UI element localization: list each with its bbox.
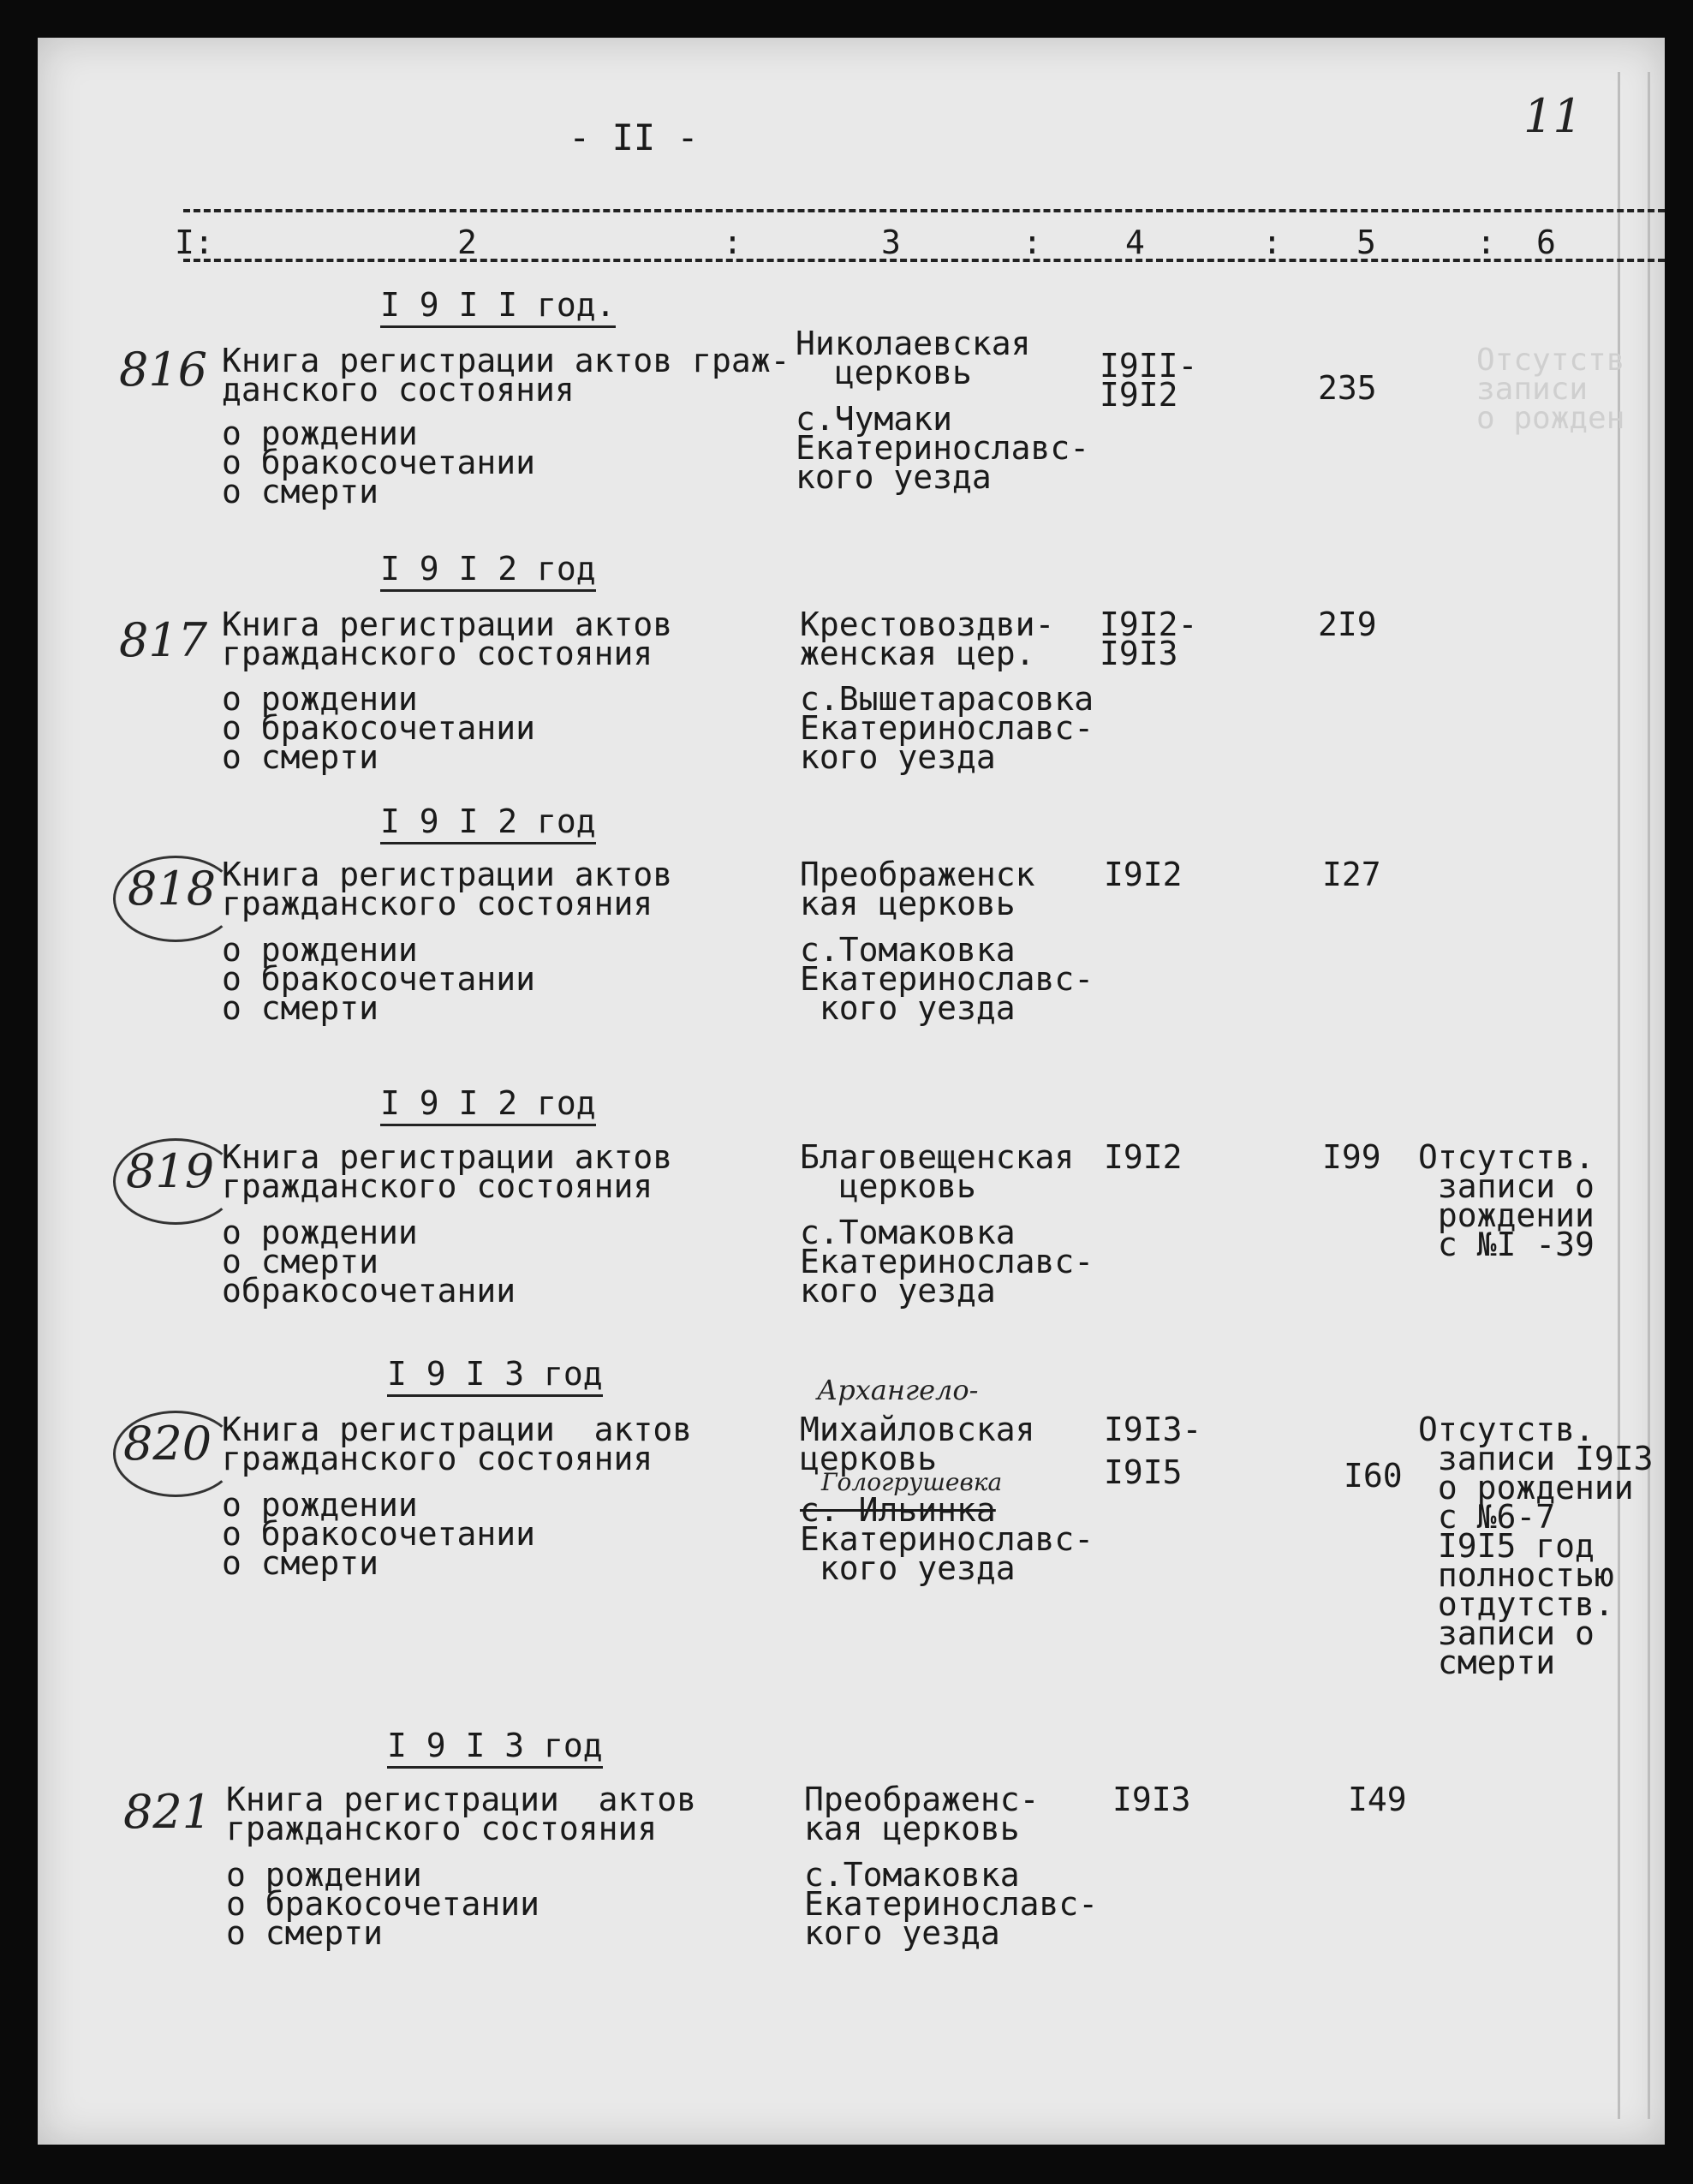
folio-number-handwritten: 11 bbox=[1523, 89, 1583, 143]
date-range: I9I2 bbox=[1100, 376, 1178, 414]
church-name: кая церковь bbox=[804, 1810, 1020, 1847]
record-type: о бракосочетании bbox=[222, 709, 536, 747]
sheet-number: - II - bbox=[569, 116, 699, 158]
place-name: с.Чумаки bbox=[796, 400, 953, 438]
record-type: о бракосочетании bbox=[226, 1885, 540, 1923]
church-name: Михайловская bbox=[800, 1411, 1035, 1448]
place-name: с.Томаковка bbox=[804, 1856, 1020, 1894]
church-name: кая церковь bbox=[800, 885, 1016, 922]
date-range: I9I2- bbox=[1100, 606, 1198, 643]
header-rule-bottom bbox=[183, 259, 1665, 262]
note-line: полностью bbox=[1418, 1556, 1614, 1594]
note-line: записи о bbox=[1418, 1614, 1595, 1652]
date-range: I9I3 bbox=[1112, 1781, 1191, 1818]
place-name: кого уезда bbox=[800, 1272, 996, 1310]
column-header-6: 6 bbox=[1536, 224, 1556, 261]
date-range: I9I5 bbox=[1104, 1453, 1183, 1491]
church-name: Преображенс- bbox=[804, 1781, 1040, 1818]
note-line: смерти bbox=[1418, 1644, 1556, 1681]
church-name: Николаевская bbox=[796, 325, 1031, 362]
column-header-5: 5 bbox=[1356, 224, 1376, 261]
column-separator: : bbox=[1476, 224, 1496, 261]
church-name: церковь bbox=[796, 354, 972, 391]
record-type: о смерти bbox=[222, 989, 379, 1027]
record-type: о рождении bbox=[226, 1856, 422, 1894]
year-heading: I 9 I 3 год bbox=[387, 1727, 603, 1769]
note-line: о рождении bbox=[1418, 1469, 1634, 1507]
entry-number-handwritten: 821 bbox=[123, 1785, 212, 1839]
record-title-line: Книга регистрации актов bbox=[226, 1781, 697, 1818]
record-type: о рождении bbox=[222, 931, 418, 969]
entry-number-handwritten: 818 bbox=[128, 862, 217, 916]
place-name: с.Томаковка bbox=[800, 931, 1016, 969]
church-name-handwritten: Архангело- bbox=[817, 1374, 979, 1406]
note-line: I9I5 год bbox=[1418, 1527, 1595, 1565]
note-line: Отсутств. bbox=[1418, 1138, 1595, 1176]
church-name: церковь bbox=[800, 1440, 938, 1477]
record-type: о смерти bbox=[222, 738, 379, 776]
column-header-4: 4 bbox=[1125, 224, 1145, 261]
date-range: I9I3- bbox=[1104, 1411, 1202, 1448]
year-heading: I 9 I I год. bbox=[380, 286, 616, 328]
church-name: Благовещенская bbox=[800, 1138, 1075, 1176]
year-heading: I 9 I 3 год bbox=[387, 1355, 603, 1397]
place-name: Екатеринославс- bbox=[800, 1520, 1094, 1558]
record-type: о рождении bbox=[222, 1214, 418, 1251]
date-range: I9I3 bbox=[1100, 635, 1178, 672]
record-type: о бракосочетании bbox=[222, 1515, 536, 1553]
place-name: кого уезда bbox=[800, 1549, 1016, 1587]
note-line: рождении bbox=[1418, 1196, 1595, 1234]
bleed-through-text: Отсутств записи о рожден bbox=[1476, 343, 1625, 436]
entry-number-handwritten: 816 bbox=[119, 343, 208, 397]
page-count: 2I9 bbox=[1318, 606, 1377, 643]
page-edge-line bbox=[1648, 72, 1650, 2119]
place-name: кого уезда bbox=[804, 1914, 1000, 1952]
note-line: Отсутств. bbox=[1418, 1411, 1595, 1448]
place-name: кого уезда bbox=[800, 989, 1016, 1027]
record-title-line: гражданского состояния bbox=[222, 635, 653, 672]
entry-number-handwritten: 820 bbox=[123, 1417, 212, 1471]
year-heading: I 9 I 2 год bbox=[380, 803, 596, 844]
page-count: I27 bbox=[1322, 856, 1381, 893]
column-separator: : bbox=[1262, 224, 1282, 261]
record-type: о смерти bbox=[226, 1914, 384, 1952]
record-type: о бракосочетании bbox=[222, 960, 536, 998]
record-type: о смерти bbox=[222, 473, 379, 510]
column-separator: : bbox=[723, 224, 742, 261]
place-name: с.Вышетарасовка bbox=[800, 680, 1094, 718]
record-title-line: Книга регистрации актов bbox=[222, 1411, 693, 1448]
place-name-handwritten: Гологрушевка bbox=[821, 1468, 1003, 1496]
record-type: о рождении bbox=[222, 680, 418, 718]
note-line: с №I -39 bbox=[1418, 1226, 1595, 1263]
record-type: о рождении bbox=[222, 415, 418, 452]
record-type: о смерти bbox=[222, 1243, 379, 1280]
note-line: записи о bbox=[1418, 1167, 1595, 1205]
note-line: записи I9I3 bbox=[1418, 1440, 1654, 1477]
page-count: I49 bbox=[1348, 1781, 1407, 1818]
page-count: I99 bbox=[1322, 1138, 1381, 1176]
note-line: отдутств. bbox=[1418, 1585, 1614, 1623]
place-name: Екатеринославс- bbox=[800, 960, 1094, 998]
place-name: Екатеринославс- bbox=[796, 429, 1090, 467]
record-title-line: гражданского состояния bbox=[222, 1167, 653, 1205]
date-range: I9II- bbox=[1100, 347, 1198, 385]
year-heading: I 9 I 2 год bbox=[380, 1084, 596, 1126]
column-header-2: 2 bbox=[457, 224, 477, 261]
record-title-line: данского состояния bbox=[222, 371, 575, 409]
record-title-line: Книга регистрации актов граж- bbox=[222, 342, 790, 379]
record-type: обракосочетании bbox=[222, 1272, 516, 1310]
record-title-line: гражданского состояния bbox=[222, 1440, 653, 1477]
church-name: церковь bbox=[800, 1167, 976, 1205]
place-name: кого уезда bbox=[800, 738, 996, 776]
record-title-line: Книга регистрации актов bbox=[222, 1138, 673, 1176]
place-name: Екатеринославс- bbox=[800, 709, 1094, 747]
church-name: Преображенск bbox=[800, 856, 1035, 893]
page-count: I60 bbox=[1344, 1457, 1403, 1495]
column-separator: : bbox=[1022, 224, 1042, 261]
column-header-1: I: bbox=[175, 224, 214, 261]
date-range: I9I2 bbox=[1104, 856, 1183, 893]
record-type: о смерти bbox=[222, 1544, 379, 1582]
record-type: о бракосочетании bbox=[222, 444, 536, 481]
record-title-line: гражданского состояния bbox=[222, 885, 653, 922]
record-type: о рождении bbox=[222, 1486, 418, 1524]
record-title-line: Книга регистрации актов bbox=[222, 856, 673, 893]
document-sheet bbox=[38, 38, 1665, 2145]
church-name: Крестовоздви- bbox=[800, 606, 1055, 643]
entry-number-handwritten: 819 bbox=[126, 1144, 215, 1198]
note-line: с №6-7 bbox=[1418, 1498, 1556, 1536]
place-name-struck: с. Ильинка bbox=[800, 1491, 996, 1529]
record-title-line: гражданского состояния bbox=[226, 1810, 658, 1847]
place-name: Екатеринославс- bbox=[800, 1243, 1094, 1280]
year-heading: I 9 I 2 год bbox=[380, 550, 596, 592]
place-name: Екатеринославс- bbox=[804, 1885, 1099, 1923]
entry-number-handwritten: 817 bbox=[119, 613, 208, 667]
date-range: I9I2 bbox=[1104, 1138, 1183, 1176]
church-name: женская цер. bbox=[800, 635, 1035, 672]
place-name: с.Томаковка bbox=[800, 1214, 1016, 1251]
record-title-line: Книга регистрации актов bbox=[222, 606, 673, 643]
page-count: 235 bbox=[1318, 369, 1377, 407]
place-name: кого уезда bbox=[796, 458, 992, 496]
header-rule-top bbox=[183, 209, 1665, 212]
column-header-3: 3 bbox=[881, 224, 901, 261]
